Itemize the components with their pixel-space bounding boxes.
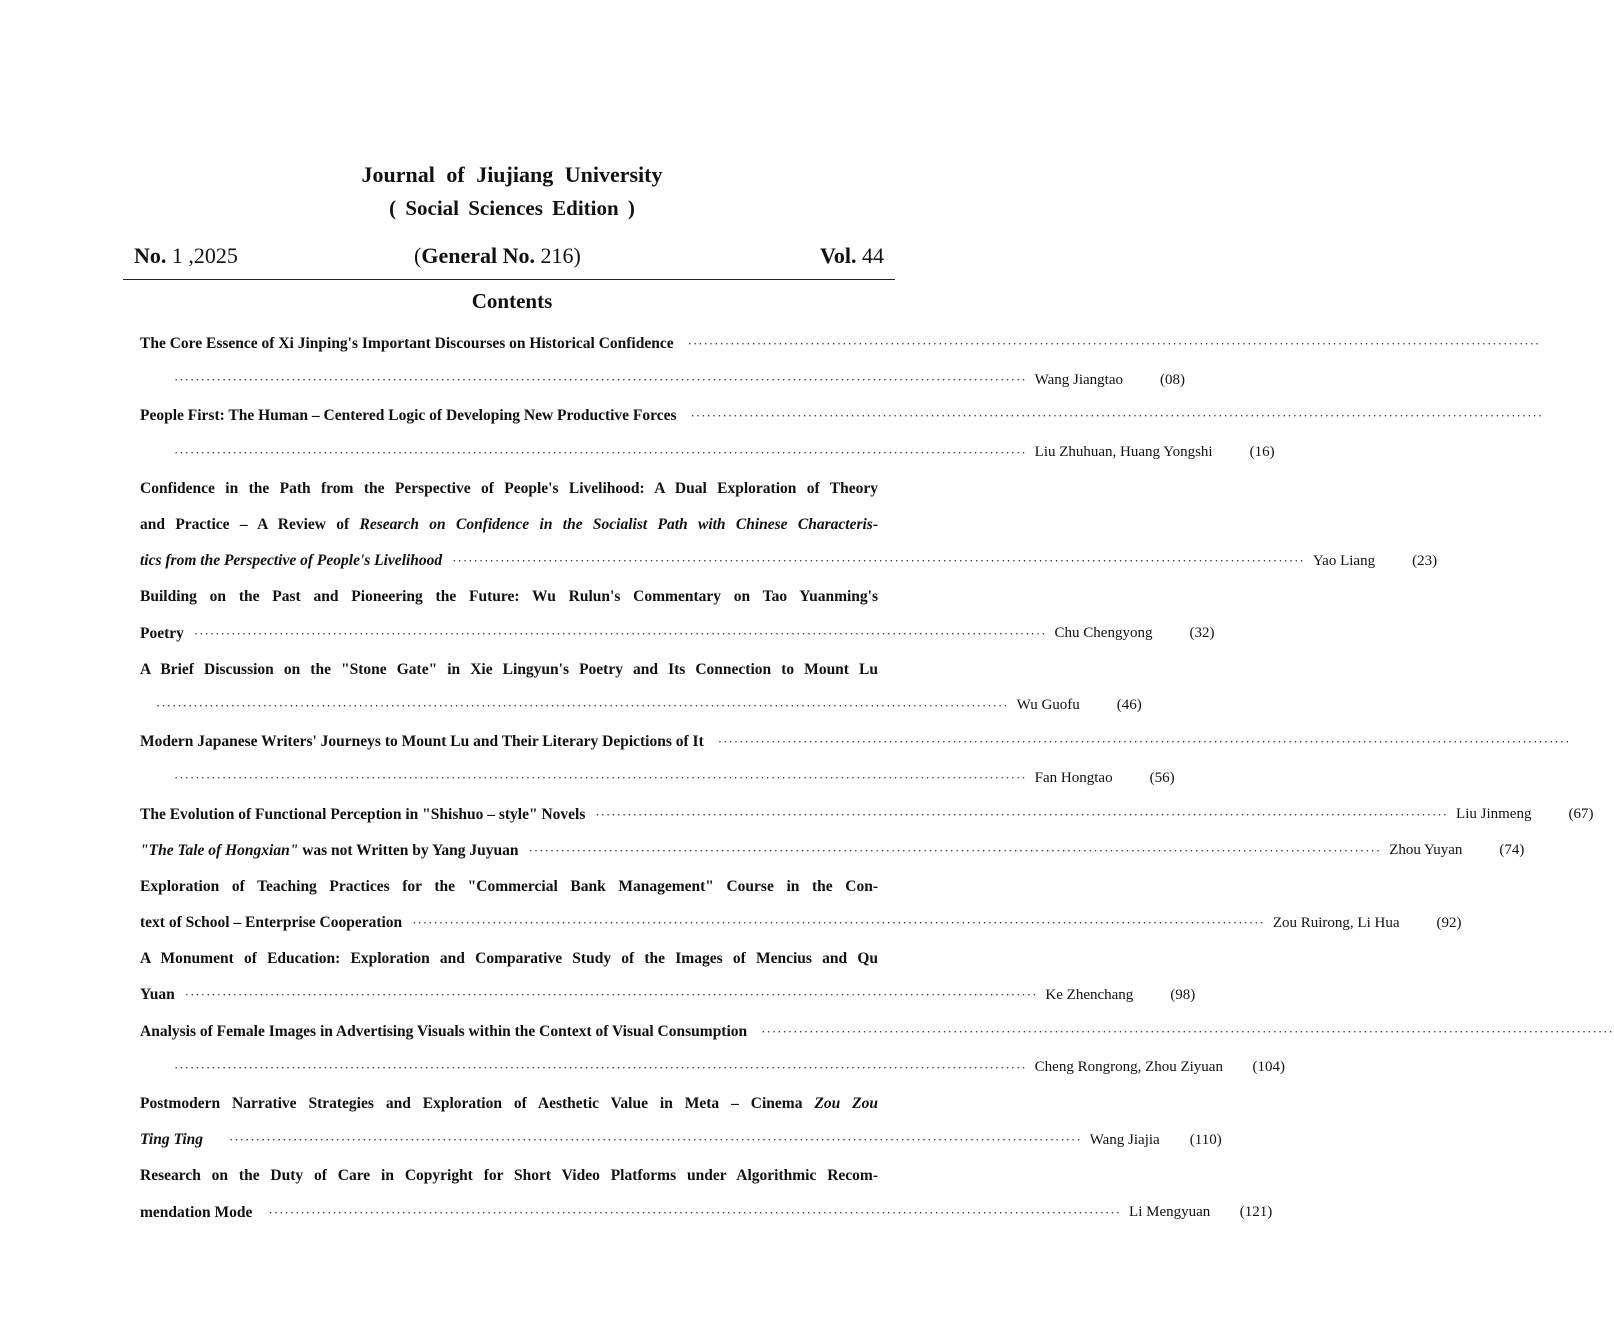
toc-entry-author: Li Mengyuan bbox=[1129, 1204, 1211, 1221]
toc-entry-title-line bbox=[140, 833, 1525, 869]
toc-entry-title-cont[interactable]: mendation Mode bbox=[140, 1203, 253, 1221]
toc-entry-title-line bbox=[140, 796, 1594, 832]
leader-dots: ································································································································································ bbox=[595, 806, 1449, 822]
toc-entry-title-part: was not Written by Yang Juyuan bbox=[298, 841, 519, 859]
toc-entry-title-line bbox=[140, 579, 878, 615]
leader-dots: ································································································································································ bbox=[452, 553, 1305, 569]
toc-entry-author-line bbox=[140, 1050, 1285, 1086]
header-rule bbox=[123, 279, 895, 280]
general-number-label: General No. bbox=[421, 243, 535, 268]
toc-entry-title-line bbox=[140, 398, 1544, 434]
toc-entry-title-line bbox=[140, 471, 878, 507]
toc-entry-title-line bbox=[140, 941, 878, 977]
leader-dots: ································································································································································ bbox=[687, 336, 1541, 352]
toc-entry-page: (56) bbox=[1149, 769, 1175, 786]
general-open-paren: ( bbox=[414, 243, 422, 268]
toc-entry-title[interactable] bbox=[140, 842, 519, 860]
toc-entry-title-line bbox=[140, 507, 878, 543]
toc-entry-author: Cheng Rongrong, Zhou Ziyuan bbox=[1034, 1059, 1223, 1076]
toc-entry-title-line bbox=[140, 1122, 1222, 1158]
issue-number bbox=[134, 243, 238, 269]
toc-entry-title-line bbox=[140, 869, 878, 905]
toc-entry-page: (23) bbox=[1412, 552, 1438, 569]
toc-entry-title-italic: Ting Ting bbox=[140, 1131, 204, 1149]
toc-entry-title[interactable]: Building on the Past and Pioneering the Future: Wu Rulun's Commentary on Tao Yuanming's bbox=[140, 588, 878, 606]
toc-entry-title-cont[interactable]: Yuan bbox=[140, 986, 175, 1004]
toc-entry-title-line bbox=[140, 724, 1571, 760]
volume bbox=[820, 243, 884, 269]
leader-dots: ································································································································································ bbox=[229, 1132, 1082, 1148]
toc-entry-title-line bbox=[140, 977, 1196, 1013]
toc-entry-page: (32) bbox=[1189, 625, 1215, 642]
toc-entry-title[interactable]: A Monument of Education: Exploration and Comparative Study of the Images of Mencius and Qu bbox=[140, 950, 878, 968]
toc-entry-title[interactable]: Modern Japanese Writers' Journeys to Mount Lu and Their Literary Depictions of It bbox=[140, 733, 704, 751]
toc-entry-title-cont[interactable]: Poetry bbox=[140, 624, 184, 642]
leader-dots: ································································································································································ bbox=[193, 625, 1047, 641]
leader-dots: ································································································································································ bbox=[174, 444, 1027, 460]
toc-entry-author: Zou Ruirong, Li Hua bbox=[1272, 914, 1400, 931]
toc-entry-title-cont[interactable] bbox=[140, 552, 442, 570]
toc-entry-title[interactable]: The Core Essence of Xi Jinping's Important Discourses on Historical Confidence bbox=[140, 335, 674, 353]
toc-entry-page: (92) bbox=[1436, 914, 1462, 931]
toc-entry-author: Fan Hongtao bbox=[1034, 769, 1113, 786]
toc-entry-title[interactable] bbox=[140, 1095, 878, 1113]
table-of-contents bbox=[140, 326, 1614, 1231]
toc-entry-title-cont[interactable] bbox=[140, 1131, 203, 1149]
toc-entry-author-line bbox=[140, 688, 1142, 724]
toc-entry-title-line bbox=[140, 616, 1215, 652]
toc-entry-author: Yao Liang bbox=[1312, 552, 1376, 569]
journal-title-block bbox=[0, 158, 1024, 224]
leader-dots: ································································································································································ bbox=[690, 408, 1544, 424]
toc-entry-author-line bbox=[140, 362, 1186, 398]
leader-dots: ································································································································································ bbox=[174, 372, 1027, 388]
toc-entry-title-line bbox=[140, 905, 1462, 941]
leader-dots: ································································································································································ bbox=[528, 842, 1382, 858]
toc-entry-page: (16) bbox=[1249, 444, 1275, 461]
toc-entry-title[interactable]: Research on the Duty of Care in Copyright for Short Video Platforms under Algorithmic Recom- bbox=[140, 1167, 878, 1185]
toc-entry-title-cont[interactable] bbox=[140, 516, 878, 534]
volume-value: 44 bbox=[862, 243, 884, 268]
leader-dots: ································································································································································ bbox=[412, 915, 1265, 931]
toc-entry-title-part: and Practice – A Review of bbox=[140, 516, 360, 534]
toc-entry-author: Liu Jinmeng bbox=[1456, 806, 1532, 823]
toc-entry-title-line bbox=[140, 1195, 1273, 1231]
toc-entry-author: Wang Jiajia bbox=[1089, 1131, 1160, 1148]
toc-entry-page: (121) bbox=[1239, 1204, 1273, 1221]
toc-entry-title-italic: Zou Zou bbox=[814, 1095, 878, 1113]
toc-entry-author-line bbox=[140, 760, 1175, 796]
leader-dots: ································································································································································ bbox=[761, 1023, 1614, 1039]
leader-dots: ································································································································································ bbox=[184, 987, 1038, 1003]
toc-entry-title-line bbox=[140, 326, 1541, 362]
toc-entry-title-cont[interactable]: text of School – Enterprise Cooperation bbox=[140, 914, 403, 932]
toc-entry-page: (98) bbox=[1170, 986, 1196, 1003]
toc-entry-page: (08) bbox=[1160, 371, 1186, 388]
toc-entry-page: (74) bbox=[1499, 842, 1525, 859]
toc-entry-author: Wu Guofu bbox=[1016, 697, 1080, 714]
toc-entry-author: Zhou Yuyan bbox=[1389, 842, 1463, 859]
leader-dots: ································································································································································ bbox=[717, 734, 1571, 750]
issue-line bbox=[134, 243, 884, 275]
toc-entry-title[interactable]: Analysis of Female Images in Advertising Visuals within the Context of Visual Consumption bbox=[140, 1022, 748, 1040]
leader-dots: ································································································································································ bbox=[156, 697, 1009, 713]
toc-entry-title-italic: Research on Confidence in the Socialist Path with Chinese Characteris- bbox=[359, 516, 878, 534]
leader-dots: ································································································································································ bbox=[268, 1204, 1122, 1220]
toc-entry-author: Liu Zhuhuan, Huang Yongshi bbox=[1034, 444, 1213, 461]
toc-entry-title-line bbox=[140, 1158, 878, 1194]
toc-entry-title-line bbox=[140, 1014, 1614, 1050]
toc-entry-title[interactable]: A Brief Discussion on the "Stone Gate" in Xie Lingyun's Poetry and Its Connection to Mount Lu bbox=[140, 660, 878, 678]
issue-number-label: No. bbox=[134, 243, 167, 268]
toc-entry-title-line bbox=[140, 652, 878, 688]
toc-entry-title[interactable]: Confidence in the Path from the Perspective of People's Livelihood: A Dual Exploration of Theory bbox=[140, 479, 878, 497]
toc-entry-author: Chu Chengyong bbox=[1054, 625, 1153, 642]
toc-entry-page: (104) bbox=[1252, 1059, 1285, 1076]
issue-number-value: 1 ,2025 bbox=[171, 243, 238, 268]
general-number bbox=[414, 243, 581, 269]
leader-dots: ································································································································································ bbox=[174, 770, 1027, 786]
general-number-value: 216 bbox=[540, 243, 574, 268]
toc-entry-page: (46) bbox=[1116, 697, 1142, 714]
toc-entry-page: (67) bbox=[1568, 806, 1594, 823]
volume-label: Vol. bbox=[820, 243, 857, 268]
journal-subtitle: ( Social Sciences Edition ) bbox=[389, 196, 635, 220]
toc-entry-title-part: Postmodern Narrative Strategies and Exploration of Aesthetic Value in Meta – Cinema bbox=[140, 1095, 815, 1113]
toc-entry-title-italic: tics from the Perspective of People's Livelihood bbox=[140, 552, 443, 570]
toc-entry-title-line bbox=[140, 543, 1438, 579]
toc-entry-title[interactable]: The Evolution of Functional Perception in "Shishuo – style" Novels bbox=[140, 805, 586, 823]
toc-entry-title[interactable]: People First: The Human – Centered Logic of Developing New Productive Forces bbox=[140, 407, 677, 425]
contents-heading: Contents bbox=[471, 289, 553, 313]
toc-entry-title[interactable]: Exploration of Teaching Practices for the "Commercial Bank Management" Course in the Con- bbox=[140, 877, 878, 895]
general-close-paren: ) bbox=[573, 243, 581, 268]
toc-entry-author-line bbox=[140, 435, 1275, 471]
toc-entry-author: Wang Jiangtao bbox=[1034, 371, 1124, 388]
toc-entry-title-italic: "The Tale of Hongxian" bbox=[140, 841, 299, 859]
toc-entry-title-line bbox=[140, 1086, 878, 1122]
toc-entry-author: Ke Zhenchang bbox=[1045, 986, 1134, 1003]
toc-entry-page: (110) bbox=[1189, 1131, 1222, 1148]
journal-title: Journal of Jiujiang University bbox=[361, 162, 663, 187]
leader-dots: ································································································································································ bbox=[174, 1059, 1027, 1075]
